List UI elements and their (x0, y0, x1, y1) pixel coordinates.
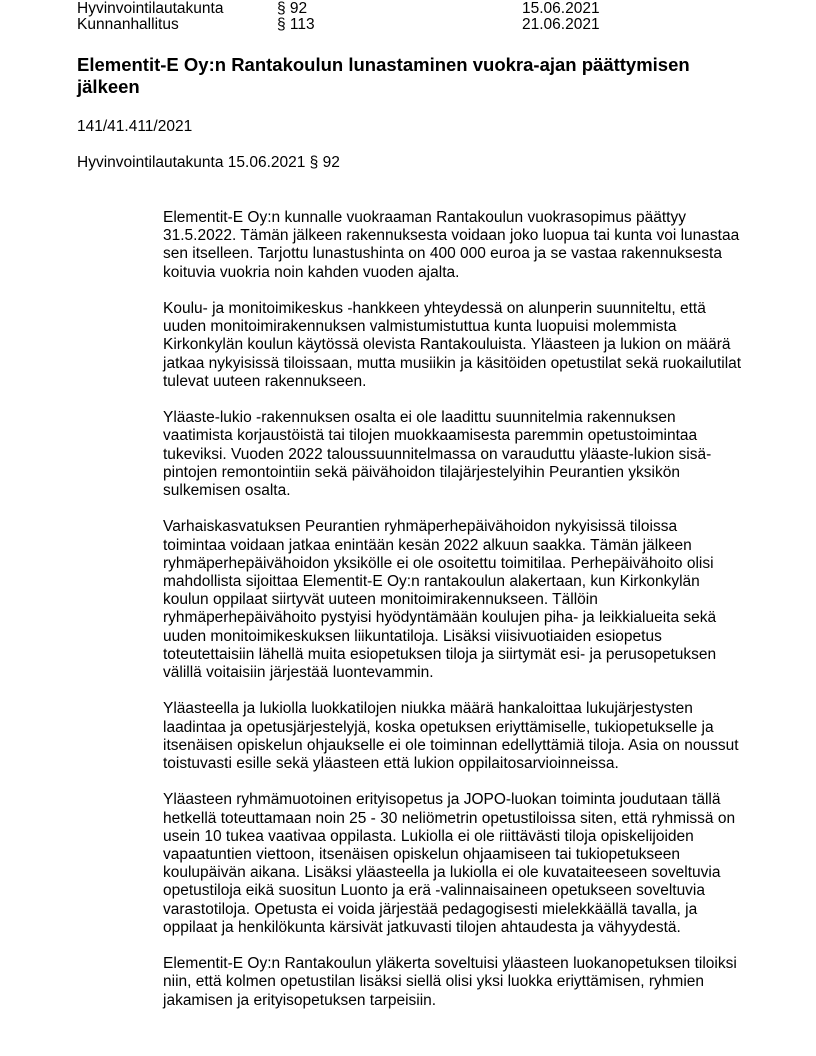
paragraph: Yläaste-lukio -rakennuksen osalta ei ole laadittu suunnitelmia rakennuksen vaatimista korjaustöistä tai tilojen muokkaamisesta paremmin opetustoimintaa tukeviksi. Vuoden 2022 taloussuunnitelmassa on varauduttu yläaste-lukion sisä-pintojen remontointiin sekä päivähoidon tilajärjestelyihin Peurantien yksikön sulkemisen osalta. (163, 409, 712, 500)
body-text (163, 209, 743, 1028)
document-title: Elementit-E Oy:n Rantakoulun lunastaminen vuokra-ajan päättymisen jälkeen (77, 54, 690, 97)
diary-number: 141/41.411/2021 (77, 118, 193, 135)
header-section-number: § 92 (277, 0, 308, 17)
header-body-name: Hyvinvointilautakunta (77, 0, 224, 17)
header-body-name: Kunnanhallitus (77, 16, 179, 33)
paragraph: Yläasteen ryhmämuotoinen erityisopetus ja JOPO-luokan toiminta joudutaan tällä hetkellä toteuttamaan noin 25 - 30 neliömetrin opetustiloissa siten, että ryhmissä on usein 10 tukea vaativaa oppilasta. Lukiolla ei ole riittävästi tiloja opiskelijoiden vapaatuntien viettoon, itsenäisen opiskelun ohjaamiseen tai tukiopetukseen koulupäivän aikana. Lisäksi yläasteella ja lukiolla ei ole kuvataiteeseen soveltuvia opetustiloja eikä suositun Luonto ja erä -valinnaisaineen opetukseen soveltuvia varastotiloja. Opetusta ei voida järjestää pedagogisesti mielekkäällä tavalla, ja oppilaat ja henkilökunta kärsivät jatkuvasti tilojen ahtaudesta ja vähyydestä. (163, 791, 736, 936)
meeting-reference: Hyvinvointilautakunta 15.06.2021 § 92 (77, 154, 340, 171)
header-section-number: § 113 (277, 16, 315, 33)
paragraph: Koulu- ja monitoimikeskus -hankkeen yhteydessä on alunperin suunniteltu, että uuden monitoimirakennuksen valmistumistuttua kunta luopuisi molemmista Kirkonkylän koulun käytössä olevista Rantakouluista. Yläasteen ja lukion on määrä jatkaa nykyisissä tiloissaan, mutta musiikin ja käsitöiden opetustilat sekä ruokailutilat tulevat uuteen rakennukseen. (163, 300, 742, 390)
paragraph: Elementit-E Oy:n kunnalle vuokraaman Rantakoulun vuokrasopimus päättyy 31.5.2022. Tämän jälkeen rakennuksesta voidaan joko luopua tai kunta voi lunastaa sen itselleen. Tarjottu lunastushinta on 400 000 euroa ja se vastaa rakennuksesta koituvia vuokria noin kahden vuoden ajalta. (163, 209, 740, 281)
paragraph: Yläasteella ja lukiolla luokkatilojen niukka määrä hankaloittaa lukujärjestysten laadintaa ja opetusjärjestelyjä, koska opetuksen eriyttämiselle, tukiopetukselle ja itsenäisen opiskelun ohjaukselle ei ole toiminnan edellyttämiä tiloja. Asia on noussut toistuvasti esille sekä yläasteen että lukion oppilaitosarvioinneissa. (163, 700, 739, 773)
paragraph: Varhaiskasvatuksen Peurantien ryhmäperhepäivähoidon nykyisissä tiloissa toimintaa voidaan jatkaa enintään kesän 2022 alkuun saakka. Tämän jälkeen ryhmäperhepäivähoidon yksikölle ei ole osoitettu toimitilaa. Perhepäivähoito olisi mahdollista sijoittaa Elementit-E Oy:n rantakoulun alakertaan, kun Kirkonkylän koulun oppilaat siirtyvät uuteen monitoimirakennukseen. Tällöin ryhmäperhepäivähoito pystyisi hyödyntämään koulujen piha- ja leikkialueita sekä uuden monitoimikeskuksen liikuntatiloja. Lisäksi viisivuotiaiden esiopetus toteutettaisiin lähellä muita esiopetuksen tiloja ja siirtymät esi- ja perusopetuksen välillä voitaisiin järjestää luontevammin. (163, 518, 717, 682)
header-date: 15.06.2021 (522, 0, 600, 17)
paragraph: Elementit-E Oy:n Rantakoulun yläkerta soveltuisi yläasteen luokanopetuksen tiloiksi niin, että kolmen opetustilan lisäksi siellä olisi yksi luokka eriyttämisen, ryhmien jakamisen ja erityisopetuksen tarpeisiin. (163, 955, 737, 1009)
header-date: 21.06.2021 (522, 16, 600, 33)
